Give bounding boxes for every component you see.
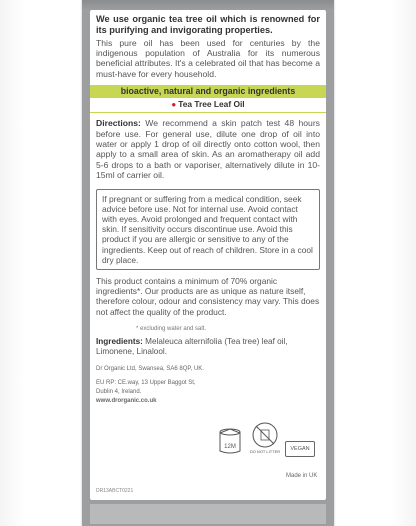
do-not-litter-icon xyxy=(250,420,280,456)
featured-ingredient-label: Tea Tree Leaf Oil xyxy=(178,99,245,110)
warning-box: If pregnant or suffering from a medical condition, seek advice before use. Not for internal use. Avoid contact with eyes. Avoid prolonged and frequent contact with skin. If sensitivity occurs discontinue use. Avoid this product if you are allergic or sensitive to any of the ingredients. Keep out of reach of children. Store in a cool dry place. xyxy=(96,189,320,270)
intro-text: This pure oil has been used for centuries by the indigenous population of Australia for its numerous beneficial attributes. It's a celebrated oil that has become a must-have for every household. xyxy=(96,37,320,79)
address-line-1: Dr Organic Ltd, Swansea, SA6 8QP, UK. xyxy=(96,366,204,373)
address-line-3: Dublin 4, Ireland. xyxy=(96,389,142,396)
directions-text: We recommend a skin patch test 48 hours before use. For general use, dilute one drop of oil into water or apply 1 drop of oil directly onto cotton wool, then apply to a small area of skin. As an aromatherapy oil add 5-6 drops to a bath or vaporiser, alternatively dilute in 10-15ml of carrier oil. xyxy=(96,118,320,181)
featured-ingredient xyxy=(90,98,326,113)
website: www.drorganic.co.uk xyxy=(96,398,157,405)
product-box xyxy=(82,0,334,526)
box-bottom-flap xyxy=(90,504,326,524)
vegan-icon: VEGAN xyxy=(285,441,315,457)
batch-code: DR13ABCT0221 xyxy=(96,488,134,494)
directions-label: Directions: xyxy=(96,118,141,129)
period-after-opening-icon xyxy=(216,423,244,457)
label-panel xyxy=(90,10,326,500)
symbols-row xyxy=(210,418,320,468)
organic-statement: This product contains a minimum of 70% organic ingredients*. Our products are as unique as nature itself, therefore colour, odour and consistency may vary. This does not affect the quality of the product. xyxy=(96,276,320,317)
address-line-2: EU RP: CE.way, 13 Upper Baggot St, xyxy=(96,380,196,387)
intro-heading: We use organic tea tree oil which is renowned for its purifying and invigorating properties. xyxy=(96,14,320,35)
bullet-icon: ● xyxy=(171,100,177,110)
made-in: Made in UK xyxy=(286,473,318,479)
ingredients-band-title: bioactive, natural and organic ingredients xyxy=(90,85,326,98)
organic-footnote: * excluding water and salt. xyxy=(136,326,207,333)
directions xyxy=(96,118,320,180)
address-block xyxy=(96,365,320,405)
pao-label: 12M xyxy=(224,444,236,450)
no-litter-label: DO NOT LITTER xyxy=(250,449,280,454)
ingredients-text: Melaleuca alternifolia (Tea tree) leaf oil, Limonene, Linalool. xyxy=(96,337,288,357)
ingredients-list xyxy=(96,337,320,357)
ingredients-label: Ingredients: xyxy=(96,337,143,347)
